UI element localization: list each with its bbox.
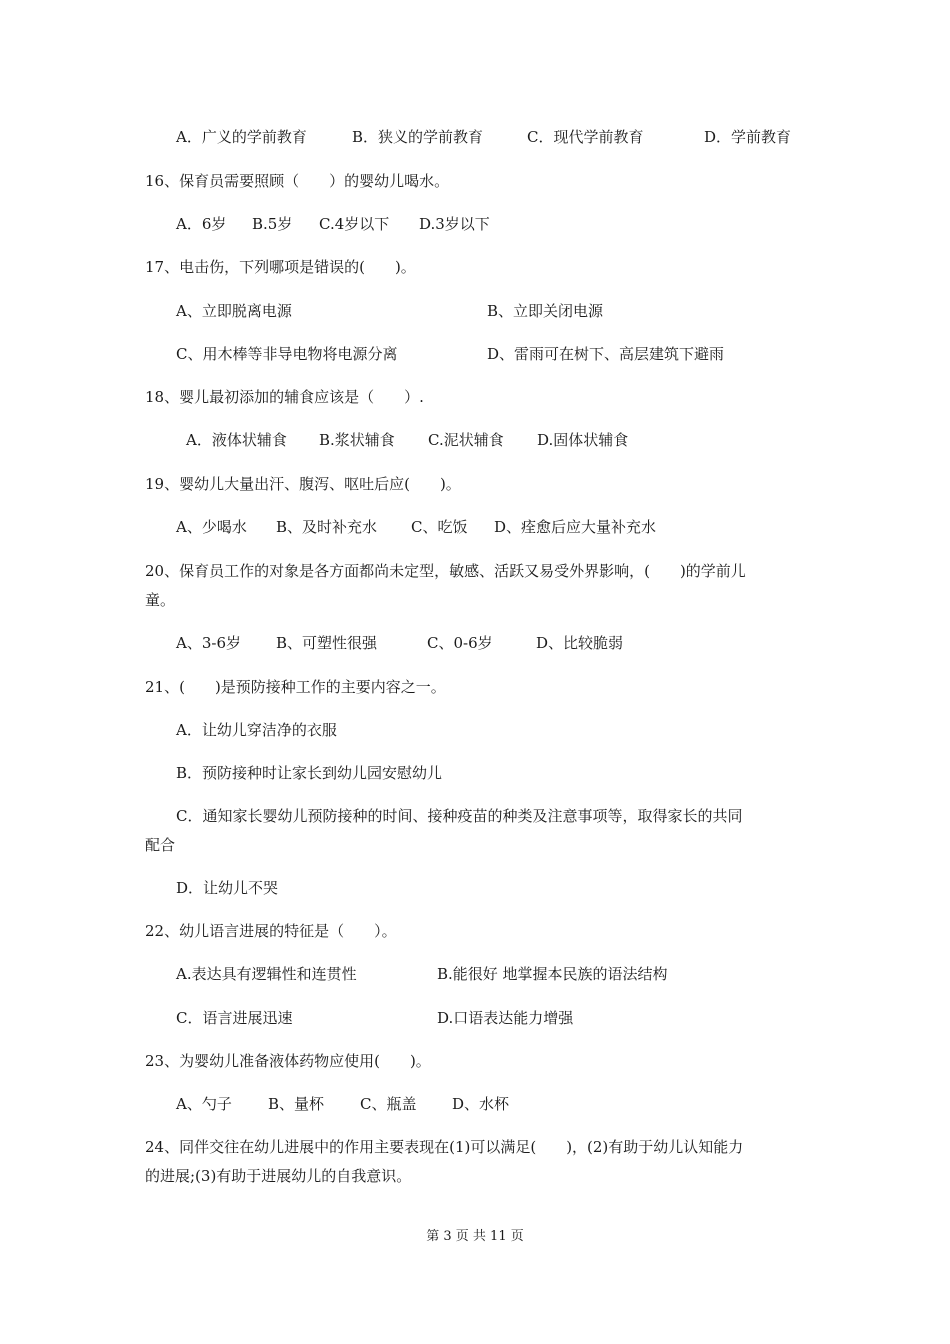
q15-option-b: B．狭义的学前教育 — [352, 128, 484, 146]
q17-stem: 17、电击伤，下列哪项是错误的( )。 — [145, 258, 416, 276]
q23-option-d: D、水杯 — [452, 1095, 510, 1113]
q20-stem-line1: 20、保育员工作的对象是各方面都尚未定型，敏感、活跃又易受外界影响，( )的学前儿 — [145, 562, 746, 580]
q20-stem-line2: 童。 — [145, 591, 176, 609]
q17-option-c: C、用木棒等非导电物将电源分离 — [176, 345, 398, 363]
q16-option-a: A．6岁 — [176, 215, 227, 233]
q22-option-a: A.表达具有逻辑性和连贯性 — [176, 965, 357, 983]
q16-stem: 16、保育员需要照顾（ ）的婴幼儿喝水。 — [145, 172, 450, 190]
q20-option-b: B、可塑性很强 — [276, 634, 378, 652]
q19-stem: 19、婴幼儿大量出汗、腹泻、呕吐后应( )。 — [145, 475, 461, 493]
q15-option-c: C．现代学前教育 — [527, 128, 644, 146]
q20-option-a: A、3-6岁 — [176, 634, 241, 652]
q24-stem-line1: 24、同伴交往在幼儿进展中的作用主要表现在(1)可以满足( )，(2)有助于幼儿认知能力 — [145, 1138, 744, 1156]
q20-option-c: C、0-6岁 — [427, 634, 493, 652]
q21-option-c-line1: C．通知家长婴幼儿预防接种的时间、接种疫苗的种类及注意事项等，取得家长的共同 — [176, 807, 743, 825]
q21-option-c-line2: 配合 — [145, 836, 176, 854]
q21-stem: 21、( )是预防接种工作的主要内容之一。 — [145, 678, 446, 696]
q17-option-d: D、雷雨可在树下、高层建筑下避雨 — [487, 345, 725, 363]
q15-option-a: A．广义的学前教育 — [176, 128, 307, 146]
q18-option-a: A．液体状辅食 — [186, 431, 287, 449]
q18-stem: 18、婴儿最初添加的辅食应该是（ ）. — [145, 388, 424, 406]
q22-option-b: B.能很好 地掌握本民族的语法结构 — [437, 965, 668, 983]
q17-option-a: A、立即脱离电源 — [176, 302, 292, 320]
q23-stem: 23、为婴幼儿准备液体药物应使用( )。 — [145, 1052, 431, 1070]
page-footer: 第 3 页 共 11 页 — [426, 1229, 524, 1244]
q16-option-d: D.3岁以下 — [419, 215, 490, 233]
q22-option-c: C．语言进展迅速 — [176, 1009, 293, 1027]
q20-option-d: D、比较脆弱 — [536, 634, 624, 652]
q23-option-c: C、瓶盖 — [360, 1095, 417, 1113]
q23-option-a: A、勺子 — [176, 1095, 232, 1113]
q18-option-c: C.泥状辅食 — [428, 431, 504, 449]
q17-option-b: B、立即关闭电源 — [487, 302, 604, 320]
q19-option-a: A、少喝水 — [176, 518, 247, 536]
q16-option-c: C.4岁以下 — [319, 215, 390, 233]
q16-option-b: B.5岁 — [252, 215, 293, 233]
q21-option-b: B．预防接种时让家长到幼儿园安慰幼儿 — [176, 764, 443, 782]
q24-stem-line2: 的进展;(3)有助于进展幼儿的自我意识。 — [145, 1167, 412, 1185]
q18-option-b: B.浆状辅食 — [319, 431, 395, 449]
q21-option-a: A．让幼儿穿洁净的衣服 — [176, 721, 337, 739]
q22-stem: 22、幼儿语言进展的特征是（ ）。 — [145, 922, 397, 940]
q22-option-d: D.口语表达能力增强 — [437, 1009, 574, 1027]
q15-option-d: D．学前教育 — [704, 128, 792, 146]
q21-option-d: D．让幼儿不哭 — [176, 879, 279, 897]
q19-option-b: B、及时补充水 — [276, 518, 378, 536]
q19-option-d: D、痊愈后应大量补充水 — [494, 518, 657, 536]
q19-option-c: C、吃饭 — [411, 518, 468, 536]
q18-option-d: D.固体状辅食 — [537, 431, 629, 449]
q23-option-b: B、量杯 — [268, 1095, 325, 1113]
